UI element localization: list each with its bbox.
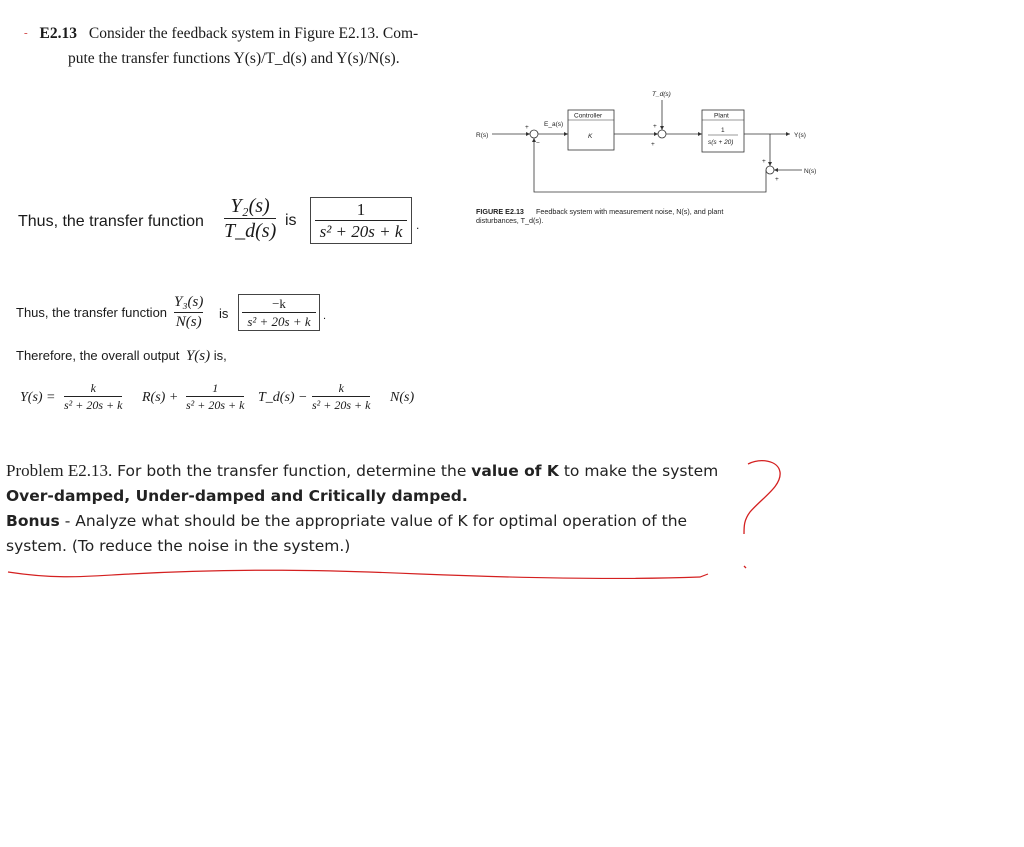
fig-caption-line2: disturbances, T_d(s). <box>476 216 544 225</box>
eq-term3-fraction <box>312 382 370 411</box>
problem-text-a: For both the transfer function, determine the <box>112 462 472 480</box>
tf2-box-bar <box>242 312 316 313</box>
overall-equation <box>20 380 440 424</box>
overall-statement <box>16 348 227 365</box>
tf2-fraction <box>174 295 203 330</box>
problem-label: Problem E2.13. <box>6 461 113 480</box>
red-question-mark <box>744 461 780 534</box>
tf2-numerator: Y₃(s) <box>174 294 204 310</box>
red-annotations <box>0 440 1024 600</box>
tf2-denominator: N(s) <box>175 314 202 330</box>
tf1-box-denominator: s² + 20s + k <box>319 222 403 241</box>
block-diagram <box>472 86 832 226</box>
tf2-box-numerator: −k <box>272 296 286 311</box>
fig-plant-title: Plant <box>714 112 729 120</box>
overall-tail: is, <box>213 348 227 363</box>
overall-symbol: Y(s) <box>185 348 211 364</box>
problem-header <box>24 22 418 71</box>
eq-term3-bar <box>312 396 370 397</box>
fig-controller-gain: K <box>588 133 593 140</box>
tf1-numerator: Y₂(s) <box>230 195 270 217</box>
eq-term1-bar <box>64 396 122 397</box>
eq-term1-fraction <box>64 382 122 411</box>
eq-term2-den: s² + 20s + k <box>186 398 245 412</box>
tf1-box-numerator: 1 <box>356 200 366 219</box>
tf2-fraction-bar <box>174 312 203 313</box>
eq-term1-den: s² + 20s + k <box>64 398 123 412</box>
fig-r-label: R(s) <box>476 132 489 139</box>
tf2-period: . <box>323 310 327 322</box>
eq-term3-var: N(s) <box>390 390 415 405</box>
eq-term2-fraction <box>186 382 244 411</box>
fig-caption-bold: FIGURE E2.13 <box>476 207 524 216</box>
eq-term1-var: R(s) + <box>142 390 179 405</box>
fig-plant-num: 1 <box>721 127 725 134</box>
fig-caption-line1: Feedback system with measurement noise, N(s), and plant <box>536 207 724 216</box>
header-line1: Consider the feedback system in Figure E2.13. Com- <box>88 25 419 42</box>
problem-emph-damping: Over-damped, Under-damped and Critically damped. <box>6 487 468 505</box>
fig-sum3-plus-top: + <box>762 158 766 165</box>
eq-term3-num: k <box>338 381 344 395</box>
problem-text-b: to make the system <box>558 462 719 480</box>
fig-sum-junction-3 <box>766 166 774 174</box>
fig-sum1-plus: + <box>525 124 529 131</box>
tf2-box-denominator: s² + 20s + k <box>247 314 311 329</box>
fig-n-label: N(s) <box>804 168 817 175</box>
fig-sum3-plus-right: + <box>775 176 779 183</box>
tf1-denominator: T_d(s) <box>224 220 277 242</box>
overall-text: Therefore, the overall output <box>16 348 180 363</box>
eq-term3-den: s² + 20s + k <box>312 398 371 412</box>
tf1-is: is <box>285 212 297 229</box>
tf1-fraction <box>224 196 276 241</box>
fig-controller-title: Controller <box>574 112 603 120</box>
eq-lhs: Y(s) = <box>20 390 56 405</box>
bonus-label: Bonus <box>6 512 60 530</box>
tf1-fraction-bar <box>224 218 276 219</box>
bonus-text: - Analyze what should be the appropriate value of K for optimal operation of the system. (To reduce the noise in the system.) <box>6 512 688 555</box>
eq-term1-num: k <box>90 381 96 395</box>
fig-ea-label: E_a(s) <box>544 121 564 128</box>
header-line2: pute the transfer functions Y(s)/T_d(s) and Y(s)/N(s). <box>68 50 400 67</box>
eq-term2-bar <box>186 396 244 397</box>
fig-plant-den: s(s + 20) <box>708 139 734 146</box>
fig-sum2-plus-top: + <box>653 123 657 130</box>
problem-number: E2.13 <box>39 25 78 42</box>
fig-sum-junction-1 <box>530 130 538 138</box>
fig-td-label: T_d(s) <box>652 91 671 98</box>
tf2-result-box <box>238 294 320 331</box>
problem-emph-k: value of K <box>471 462 559 480</box>
eq-term2-var: T_d(s) − <box>258 390 308 405</box>
fig-y-label: Y(s) <box>794 132 806 139</box>
fig-sum1-minus: − <box>536 140 540 147</box>
tf1-result-box <box>310 197 412 244</box>
tf1-period: . <box>416 218 420 232</box>
fig-sum-junction-2 <box>658 130 666 138</box>
tf1-box-bar <box>315 220 407 221</box>
red-question-dot <box>744 566 746 568</box>
tf2-prefix: Thus, the transfer function <box>16 305 168 320</box>
eq-term2-num: 1 <box>212 381 219 395</box>
tf1-prefix: Thus, the transfer function <box>18 213 204 230</box>
fig-sum2-plus-left: + <box>651 141 655 148</box>
header-dash: - <box>24 27 28 39</box>
red-underline-stroke <box>8 570 708 578</box>
tf2-is: is <box>219 306 229 321</box>
